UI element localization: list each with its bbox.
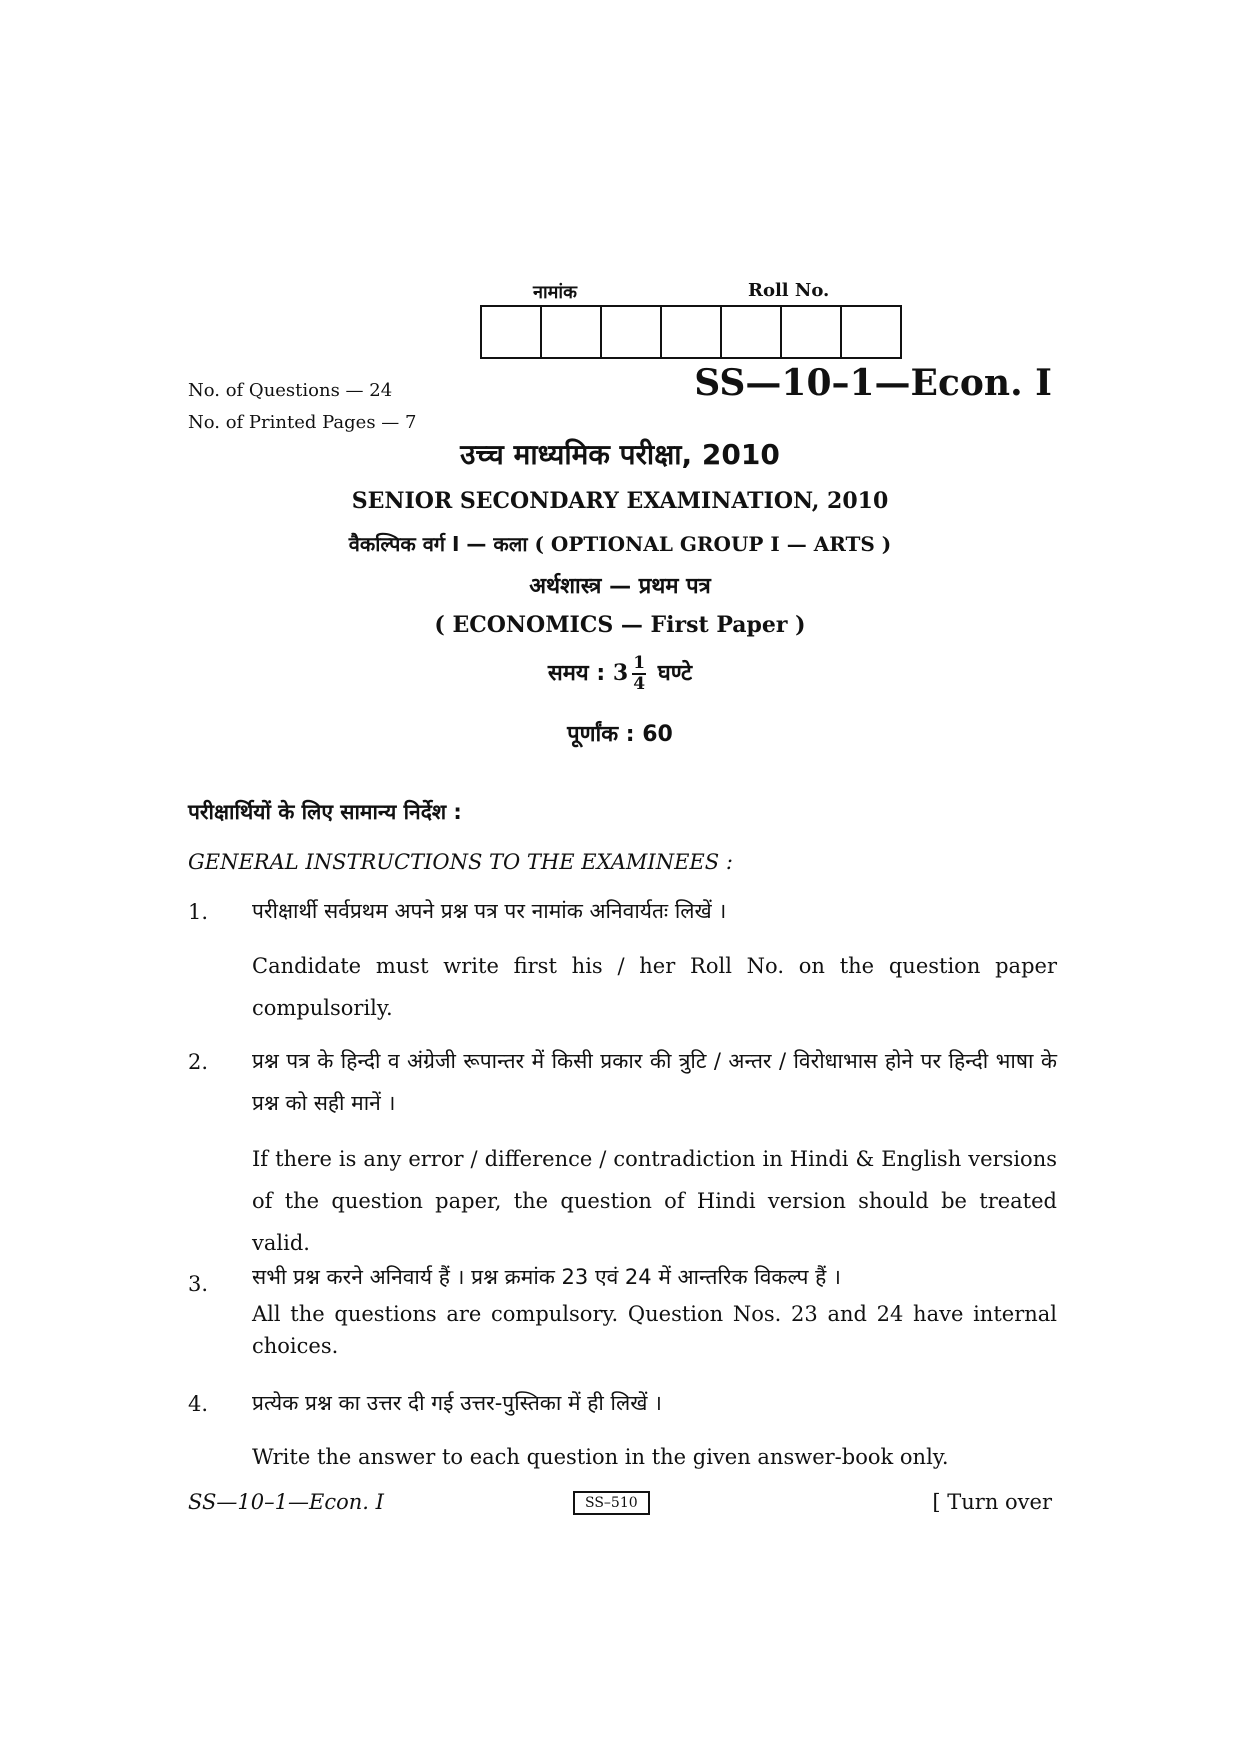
time-allowed: [0, 655, 1240, 693]
time-whole: 3: [612, 660, 629, 686]
instructions-heading-english: GENERAL INSTRUCTIONS TO THE EXAMINEES :: [188, 850, 733, 874]
time-unit: घण्टे: [657, 661, 693, 686]
subject-hindi: अर्थशास्त्र — प्रथम पत्र: [529, 574, 711, 599]
instruction-2-hindi: प्रश्न पत्र के हिन्दी व अंग्रेजी रूपान्तर में किसी प्रकार की त्रुटि / अन्तर / विरोधाभास होने पर हिन्दी भाषा के प्रश्न को सही मानें ।: [252, 1049, 1057, 1115]
instruction-number: 2.: [188, 1050, 209, 1074]
roll-box[interactable]: [782, 307, 842, 357]
time-fraction: [632, 655, 646, 693]
roll-box[interactable]: [662, 307, 722, 357]
turn-over-label: [ Turn over: [932, 1490, 1052, 1514]
instruction-1-hindi: परीक्षार्थी सर्वप्रथम अपने प्रश्न पत्र पर नामांक अनिवार्यतः लिखें ।: [252, 899, 727, 923]
roll-box[interactable]: [722, 307, 782, 357]
roll-box[interactable]: [602, 307, 662, 357]
instruction-3-english: All the questions are compulsory. Question Nos. 23 and 24 have internal choices.: [252, 1302, 1057, 1358]
instruction-number: 4.: [188, 1392, 209, 1416]
max-marks: पूर्णांक : 60: [567, 722, 673, 747]
instruction-2-english: If there is any error / difference / contradiction in Hindi & English versions of the question paper, the question of Hindi version should be treated valid.: [252, 1147, 1057, 1255]
instruction-number: 3.: [188, 1272, 209, 1296]
number-of-questions: No. of Questions — 24: [188, 380, 393, 401]
footer-page-code: SS–510: [573, 1491, 650, 1515]
instruction-4-hindi: प्रत्येक प्रश्न का उत्तर दी गई उत्तर-पुस्तिका में ही लिखें ।: [252, 1391, 663, 1415]
subject-english: ( ECONOMICS — First Paper ): [434, 612, 806, 638]
roll-label-english: Roll No.: [748, 280, 830, 301]
number-of-pages: No. of Printed Pages — 7: [188, 412, 417, 433]
instruction-number: 1.: [188, 900, 209, 924]
instructions-heading-hindi: परीक्षार्थियों के लिए सामान्य निर्देश :: [188, 800, 462, 824]
roll-box[interactable]: [842, 307, 900, 357]
time-label: समय :: [547, 661, 606, 686]
fraction-numerator: 1: [633, 653, 646, 673]
instruction-1-english: Candidate must write first his / her Roll No. on the question paper compulsorily.: [252, 954, 1057, 1020]
footer-paper-code: SS—10–1—Econ. I: [188, 1490, 384, 1514]
roll-number-boxes[interactable]: [480, 305, 902, 359]
exam-title-english: SENIOR SECONDARY EXAMINATION, 2010: [351, 488, 889, 514]
roll-box[interactable]: [482, 307, 542, 357]
group-english: ( OPTIONAL GROUP I — ARTS ): [534, 532, 892, 556]
roll-box[interactable]: [542, 307, 602, 357]
group-hindi: वैकल्पिक वर्ग I — कला: [348, 532, 528, 556]
roll-label-hindi: नामांक: [533, 282, 577, 303]
instruction-4-english: Write the answer to each question in the given answer-book only.: [252, 1445, 949, 1469]
instruction-3-hindi: सभी प्रश्न करने अनिवार्य हैं । प्रश्न क्रमांक 23 एवं 24 में आन्तरिक विकल्प हैं ।: [252, 1265, 841, 1289]
exam-title-hindi: उच्च माध्यमिक परीक्षा, 2010: [460, 438, 780, 471]
fraction-denominator: 4: [633, 674, 646, 694]
paper-code: SS—10–1—Econ. I: [694, 362, 1052, 404]
